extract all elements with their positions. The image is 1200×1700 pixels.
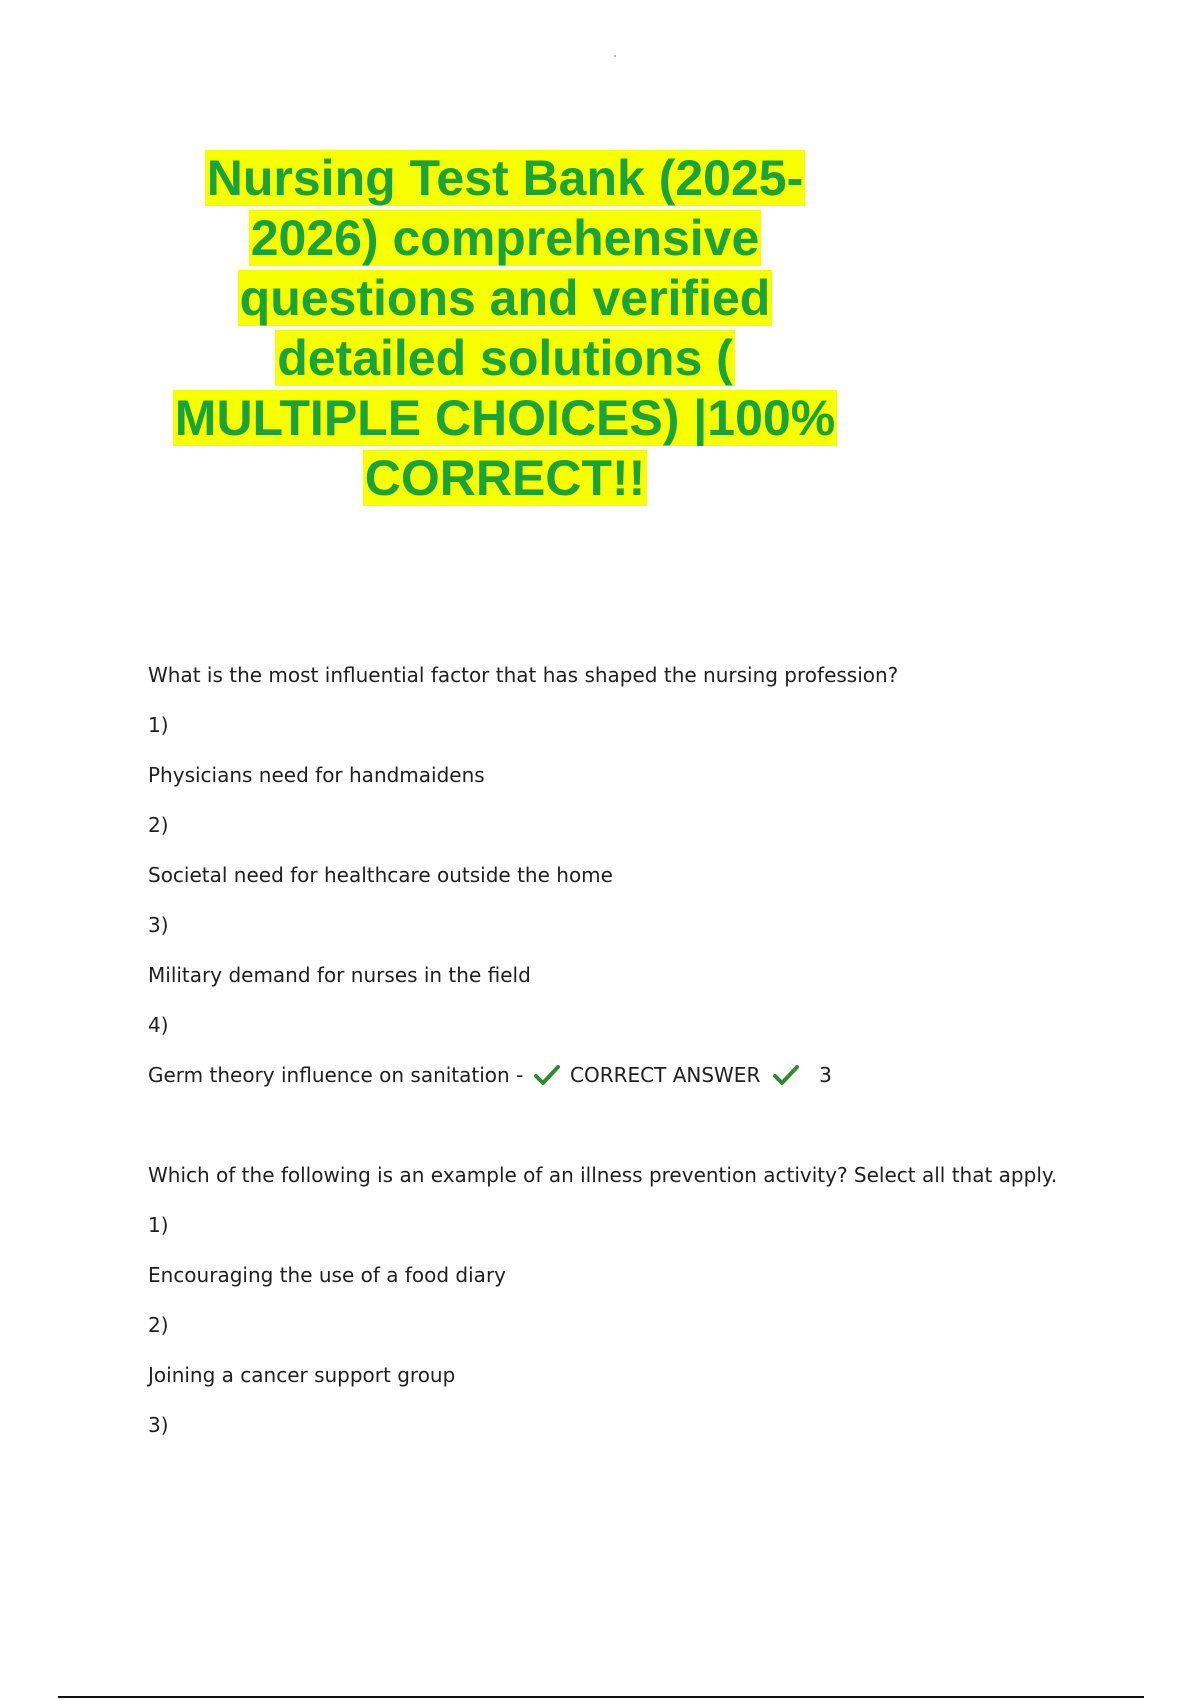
answer-line bbox=[148, 1060, 1148, 1110]
title-line: 2026) comprehensive bbox=[250, 210, 760, 266]
option-number: 1) bbox=[148, 1213, 169, 1237]
page-bottom-rule bbox=[58, 1696, 1144, 1698]
check-icon bbox=[534, 1064, 560, 1086]
title-line: Nursing Test Bank (2025- bbox=[206, 150, 804, 206]
title-line: CORRECT!! bbox=[364, 450, 646, 506]
option-number: 1) bbox=[148, 713, 169, 737]
question-1-text: What is the most influential factor that has shaped the nursing profession? bbox=[148, 663, 899, 687]
option-text: Encouraging the use of a food diary bbox=[148, 1263, 506, 1287]
option-text: Physicians need for handmaidens bbox=[148, 763, 485, 787]
option-text: Military demand for nurses in the field bbox=[148, 963, 531, 987]
title-line: MULTIPLE CHOICES) |100% bbox=[174, 390, 836, 446]
check-icon bbox=[773, 1064, 799, 1086]
option-text: Societal need for healthcare outside the home bbox=[148, 863, 613, 887]
question-list bbox=[148, 660, 1148, 1460]
option-text: Joining a cancer support group bbox=[148, 1363, 456, 1387]
title-line: detailed solutions ( bbox=[277, 330, 733, 386]
option-number: 3) bbox=[148, 1413, 169, 1437]
option-number: 2) bbox=[148, 1313, 169, 1337]
option-text: Germ theory influence on sanitation - bbox=[148, 1063, 524, 1087]
correct-answer-value: 3 bbox=[819, 1063, 832, 1087]
page-mark bbox=[614, 55, 616, 57]
option-number: 4) bbox=[148, 1013, 169, 1037]
document-title bbox=[150, 148, 860, 508]
question-2-text: Which of the following is an example of an illness prevention activity? Select all that apply. bbox=[148, 1163, 1058, 1187]
correct-answer-label: CORRECT ANSWER bbox=[570, 1063, 761, 1087]
spacer bbox=[148, 1110, 1148, 1160]
option-number: 3) bbox=[148, 913, 169, 937]
option-number: 2) bbox=[148, 813, 169, 837]
title-line: questions and verified bbox=[239, 270, 771, 326]
